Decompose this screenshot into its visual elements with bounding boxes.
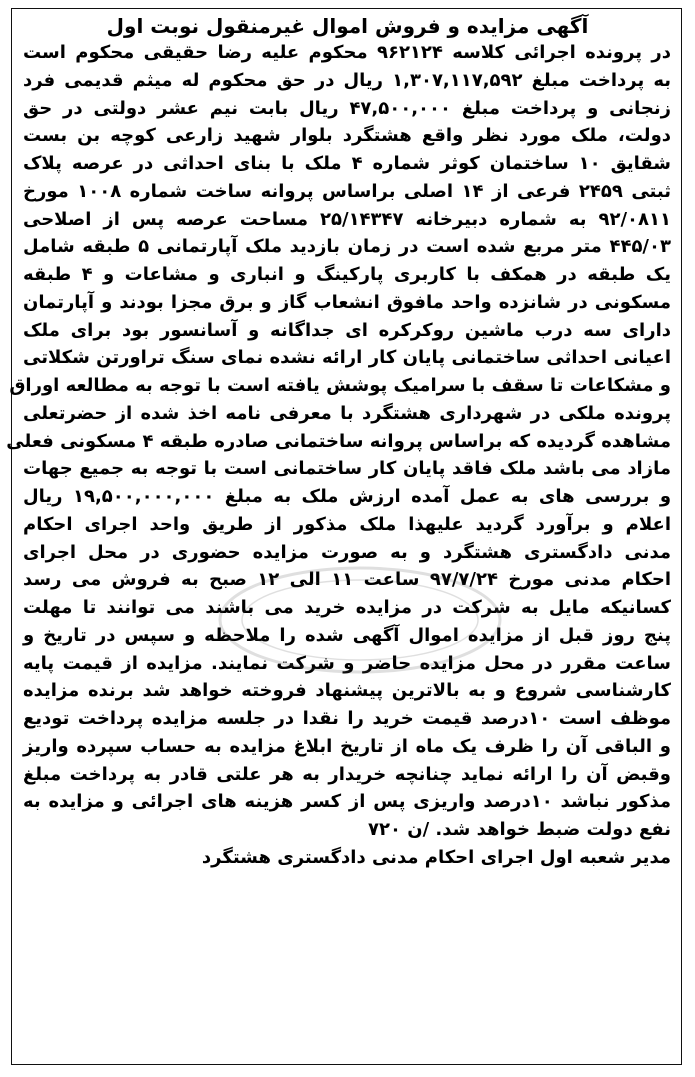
notice-line: و مشکاعات تا سقف با سرامیک پوشش یافته است با توجه به مطالعه اوراق [9,375,671,396]
notice-line: اعلام و برآورد گردید علیهذا ملک مذکور از طریق واحد اجرای احکام [23,513,671,535]
signature-line: مدیر شعبه اول اجرای احکام مدنی دادگستری هشتگرد [201,846,671,868]
notice-line: زنجانی و پرداخت مبلغ ۴۷,۵۰۰,۰۰۰ ریال بابت نیم عشر دولتی در حق [23,97,671,119]
notice-line: پنج روز قبل از مزایده اموال آگهی شده را ملاحظه و سپس در تاریخ و [23,624,671,646]
notice-line: مشاهده گردیده که براساس پروانه ساختمانی صادره طبقه ۴ مسکونی فعلی [6,430,671,452]
notice-line: و بررسی های به عمل آمده ارزش ملک به مبلغ ۱۹,۵۰۰,۰۰۰,۰۰۰ ریال [23,486,672,507]
notice-line: دارای سه درب ماشین روکرکره ای جداگانه و آسانسور بود برای ملک [23,319,671,341]
notice-line: مذکور نباشد ۱۰درصد واریزی پس از کسر هزینه های اجرائی و مزایده به [23,791,671,813]
notice-line: مسکونی در شانزده واحد مافوق انشعاب گاز و برق مجزا بودند و آپارتمان [23,291,671,313]
notice-line: موظف است ۱۰درصد قیمت خرید را نقدا در جلسه مزایده پرداخت تودیع [23,708,672,729]
notice-line: مدنی دادگستری هشتگرد و به صورت مزایده حضوری در محل اجرای [23,541,671,563]
notice-line: ۹۲/۰۸۱۱ به شماره دبیرخانه ۲۵/۱۴۳۴۷ مساحت عرصه پس از اصلاحی [23,208,671,230]
notice-line: دولت، ملک مورد نظر واقع هشتگرد بلوار شهید زارعی کوچه بن بست [23,125,671,147]
notice-line: و الباقی آن را ظرف یک ماه از تاریخ ابلاغ مزایده به حساب سپرده واریز [23,735,671,757]
notice-line: نفع دولت ضبط خواهد شد. /ن ۷۲۰ [367,819,671,840]
notice-line: احکام مدنی مورخ ۹۷/۷/۲۴ ساعت ۱۱ الی ۱۲ صبح به فروش می رسد [23,569,672,591]
notice-line: در پرونده اجرائی کلاسه ۹۶۲۱۲۴ محکوم علیه رضا حقیقی محکوم است [23,42,672,63]
notice-line: به پرداخت مبلغ ۱,۳۰۷,۱۱۷,۵۹۲ ریال در حق محکوم له میثم قدیمی فرد [23,69,671,91]
notice-line: ۴۴۵/۰۳ متر مربع شده است در زمان بازدید ملک آپارتمانی ۵ طبقه شامل [23,236,671,258]
notice-line: کسانیکه مایل به شرکت در مزایده خرید می باشند می توانند تا مهلت [23,597,671,618]
notice-line: پرونده ملکی در شهرداری هشتگرد با معرفی نامه اخذ شده از حضرتعلی [23,402,671,424]
notice-line: ساعت مقرر در محل مزایده حاضر و شرکت نمایند. مزایده از قیمت پایه [23,652,671,674]
notice-line: کارشناسی شروع و به بالاترین پیشنهاد فروخته خواهد شد برنده مزایده [23,680,671,702]
notice-title: آگهی مزایده و فروش اموال غیرمنقول نوبت اول [106,14,589,38]
notice-line: یک طبقه در همکف با کاربری پارکینگ و انباری و مشاعات و ۴ طبقه [23,264,671,285]
notice-line: وقبض آن را ارائه نماید چنانچه خریدار به هر علتی قادر به پرداخت مبلغ [23,763,671,785]
notice-line: مازاد می باشد ملک فاقد پایان کار ساختمانی است با توجه به جمیع جهات [23,458,671,480]
notice-line: شقایق ۱۰ ساختمان کوثر شماره ۴ ملک با بنای احداثی در عرصه پلاک [23,153,672,174]
notice-line: اعیانی احداثی ساختمانی پایان کار ارائه نشده نمای سنگ تراورتن شکلاتی [23,347,671,369]
notice-line: ثبتی ۲۴۵۹ فرعی از ۱۴ اصلی براساس پروانه ساخت شماره ۱۰۰۸ مورخ [23,180,672,202]
